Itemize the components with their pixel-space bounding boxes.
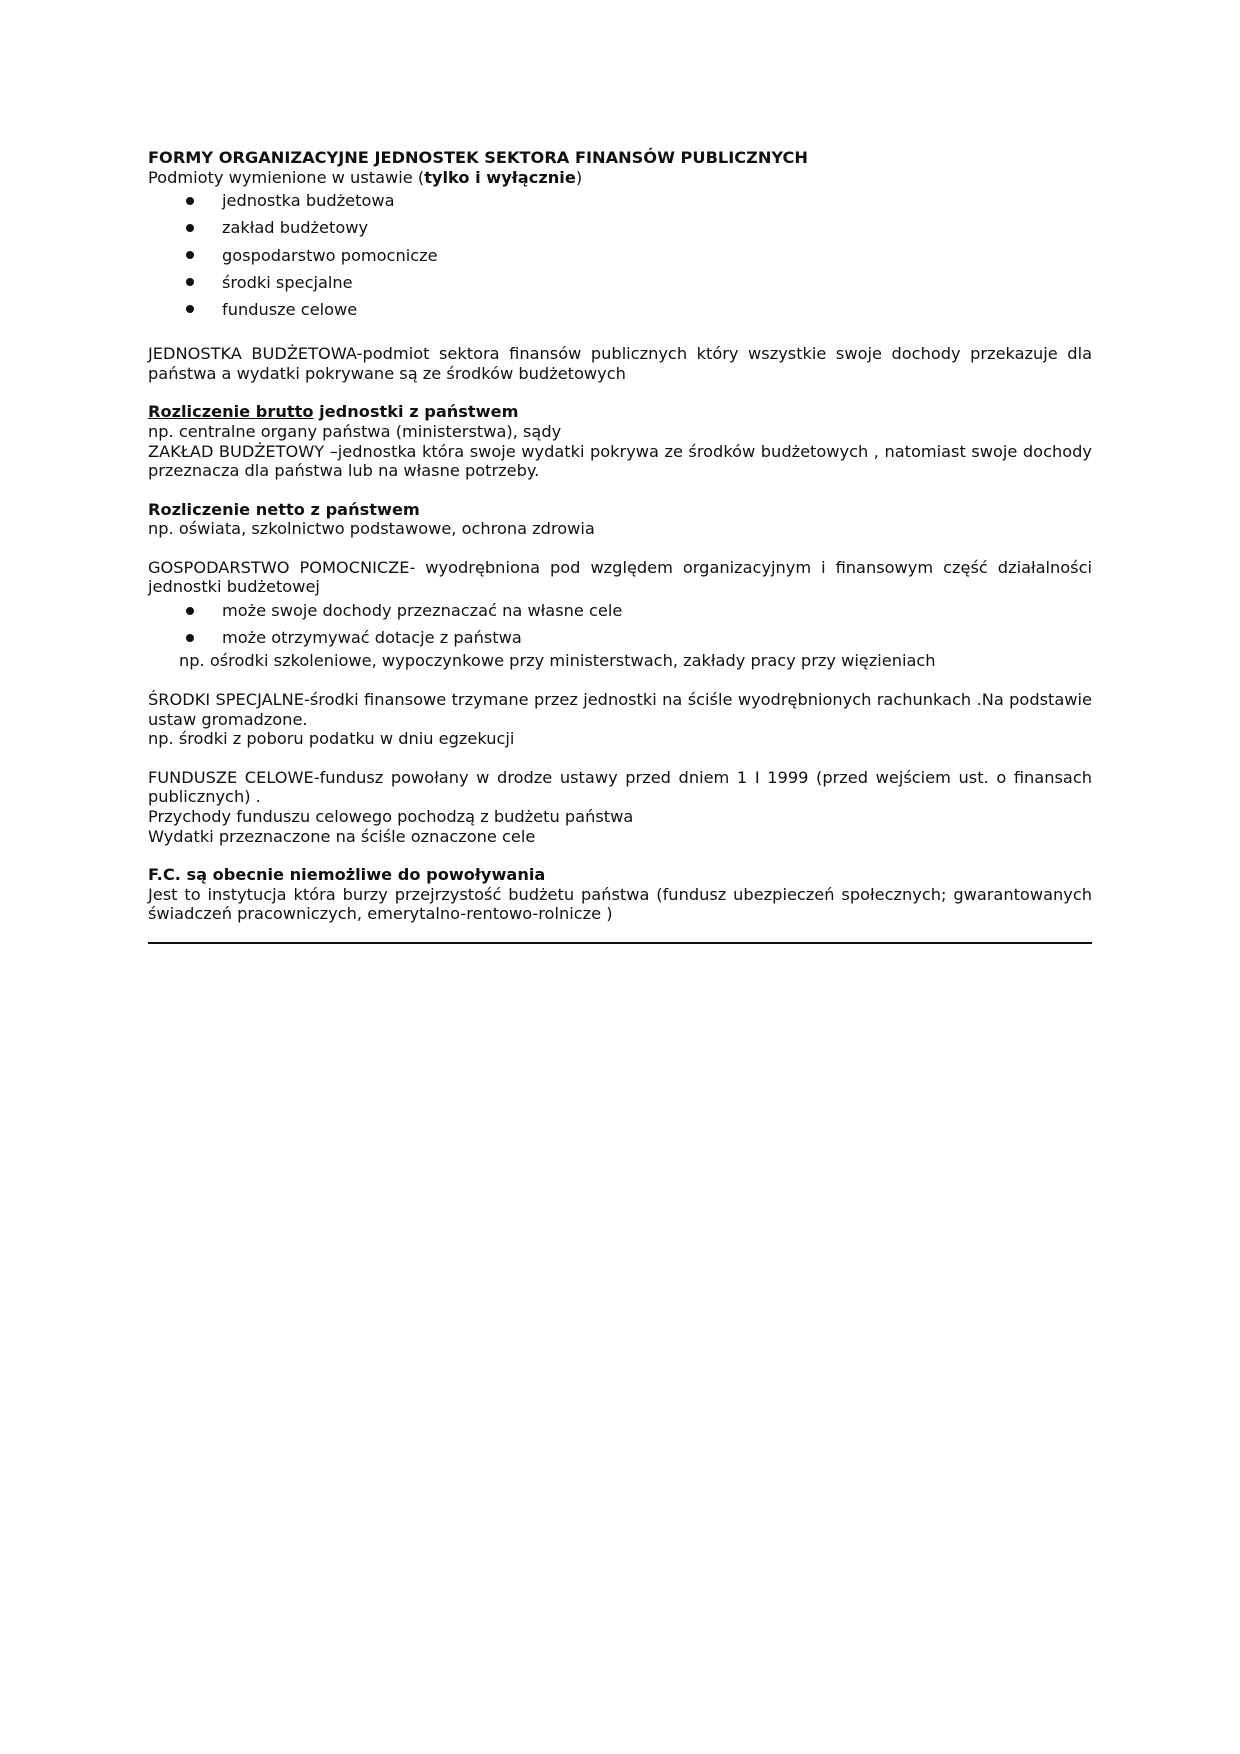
bullet-icon xyxy=(186,278,194,286)
list-item-label: może swoje dochody przeznaczać na własne cele xyxy=(222,601,623,621)
brutto-heading-rest: jednostki z państwem xyxy=(313,402,519,422)
list-item-label: środki specjalne xyxy=(222,272,353,292)
srodki-example: np. środki z poboru podatku w dniu egzekucji xyxy=(148,729,515,749)
intro-emphasis: tylko i wyłącznie xyxy=(424,167,576,187)
list-item xyxy=(148,242,1092,269)
document-title: FORMY ORGANIZACYJNE JEDNOSTEK SEKTORA FINANSÓW PUBLICZNYCH xyxy=(148,148,808,167)
spacer xyxy=(148,539,1092,558)
intro-close: ) xyxy=(575,167,583,187)
spacer xyxy=(148,323,1092,344)
list-item xyxy=(148,296,1092,323)
forms-list xyxy=(148,187,1092,323)
bullet-icon xyxy=(186,607,194,615)
fundusze-income: Przychody funduszu celowego pochodzą z budżetu państwa xyxy=(148,807,634,826)
fc-heading: F.C. są obecnie niemożliwe do powoływania xyxy=(148,865,546,885)
spacer xyxy=(148,383,1092,402)
fundusze-definition: FUNDUSZE CELOWE-fundusz powołany w drodze ustawy przed dniem 1 I 1999 (przed wejściem ust. o finansach publicznych) . xyxy=(148,767,1092,807)
jednostka-definition: JEDNOSTKA BUDŻETOWA-podmiot sektora finansów publicznych który wszystkie swoje dochody przekazuje dla państwa a wydatki pokrywane są ze środków budżetowych xyxy=(148,344,1092,383)
brutto-heading-underlined: Rozliczenie brutto xyxy=(148,402,314,422)
list-item xyxy=(148,624,1092,651)
netto-example: np. oświata, szkolnictwo podstawowe, ochrona zdrowia xyxy=(148,519,595,539)
list-item xyxy=(148,597,1092,624)
gospodarstwo-points xyxy=(148,597,1092,651)
brutto-example: np. centralne organy państwa (ministerstwa), sądy xyxy=(148,421,562,441)
fundusze-expenses: Wydatki przeznaczone na ściśle oznaczone cele xyxy=(148,826,536,846)
spacer xyxy=(148,846,1092,865)
bullet-icon xyxy=(186,197,194,205)
list-item xyxy=(148,214,1092,241)
srodki-definition: ŚRODKI SPECJALNE-środki finansowe trzymane przez jednostki na ściśle wyodrębnionych rachunkach .Na podstawie ustaw gromadzone. xyxy=(148,690,1092,729)
list-item-label: jednostka budżetowa xyxy=(222,191,395,211)
list-item xyxy=(148,187,1092,214)
bullet-icon xyxy=(186,251,194,259)
netto-heading: Rozliczenie netto z państwem xyxy=(148,499,420,519)
list-item-label: zakład budżetowy xyxy=(222,218,369,238)
document-page xyxy=(148,148,1092,944)
spacer xyxy=(148,671,1092,690)
list-item-label: gospodarstwo pomocnicze xyxy=(222,245,438,265)
list-item xyxy=(148,269,1092,296)
gospodarstwo-definition: GOSPODARSTWO POMOCNICZE- wyodrębniona pod względem organizacyjnym i finansowym część działalności jednostki budżetowej xyxy=(148,557,1092,597)
bullet-icon xyxy=(186,634,194,642)
intro-text: Podmioty wymienione w ustawie ( xyxy=(148,167,425,187)
list-item-label: może otrzymywać dotacje z państwa xyxy=(222,628,522,648)
list-item-label: fundusze celowe xyxy=(222,299,358,319)
spacer xyxy=(148,749,1092,768)
horizontal-divider xyxy=(148,942,1092,944)
fc-text: Jest to instytucja która burzy przejrzystość budżetu państwa (fundusz ubezpieczeń społecznych; gwarantowanych świadczeń pracowniczych, emerytalno-rentowo-rolnicze ) xyxy=(148,884,1092,924)
bullet-icon xyxy=(186,305,194,313)
brutto-heading xyxy=(148,402,1092,422)
bullet-icon xyxy=(186,224,194,232)
spacer xyxy=(148,481,1092,500)
zaklad-definition: ZAKŁAD BUDŻETOWY –jednostka która swoje wydatki pokrywa ze środków budżetowych , natomiast swoje dochody przeznacza dla państwa lub na własne potrzeby. xyxy=(148,441,1092,481)
intro-line xyxy=(148,168,1092,188)
gospodarstwo-example: np. ośrodki szkoleniowe, wypoczynkowe przy ministerstwach, zakłady pracy przy więzieniach xyxy=(179,651,936,671)
